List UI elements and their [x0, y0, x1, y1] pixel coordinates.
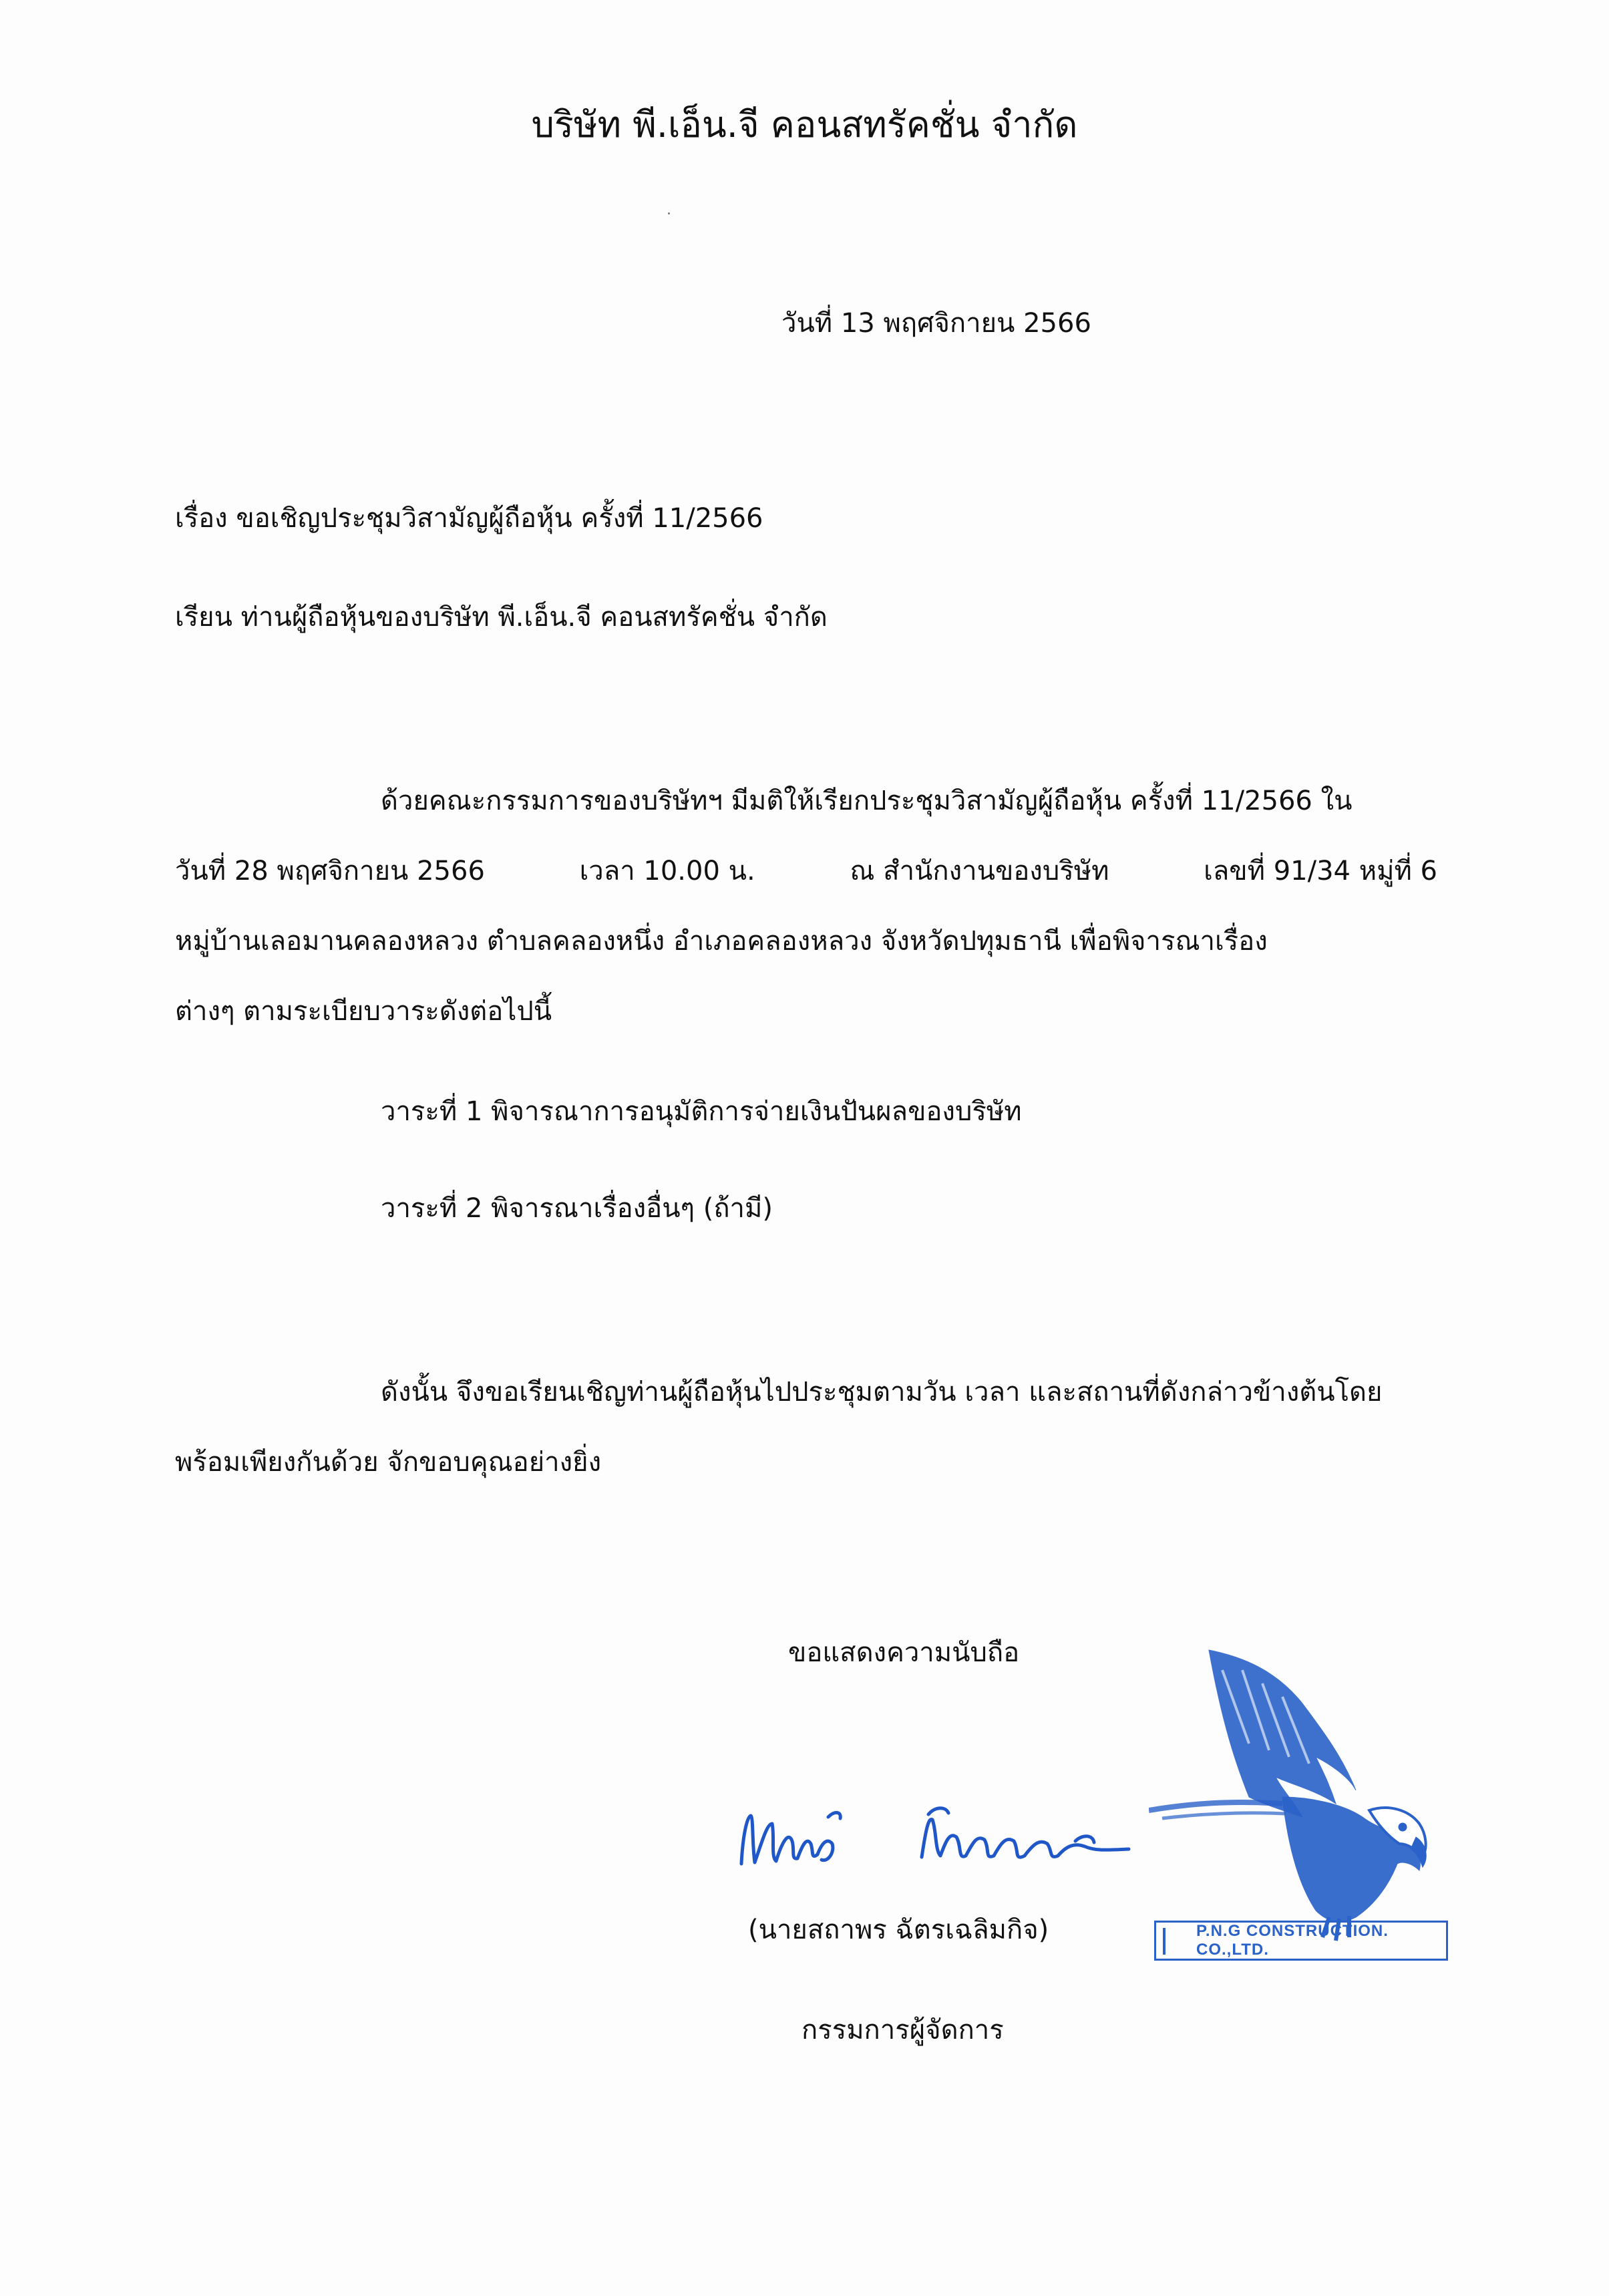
- agenda-item-2: วาระที่ 2 พิจารณาเรื่องอื่นๆ (ถ้ามี): [381, 1193, 773, 1224]
- date-line: วันที่ 13 พฤศจิกายน 2566: [781, 308, 1091, 339]
- closing-line-2: พร้อมเพียงกันด้วย จักขอบคุณอย่างยิ่ง: [175, 1447, 602, 1478]
- body-line-3: หมู่บ้านเลอมานคลองหลวง ตำบลคลองหนึ่ง อำเภอคลองหลวง จังหวัดปทุมธานี เพื่อพิจารณาเรื่อง: [175, 926, 1268, 957]
- seal-text: P.N.G CONSTRUCTION. CO.,LTD.: [1196, 1922, 1389, 1959]
- meeting-address-number: เลขที่ 91/34 หมู่ที่ 6: [1204, 856, 1437, 886]
- signature-icon: [728, 1777, 1142, 1891]
- body-line-1: ด้วยคณะกรรมการของบริษัทฯ มีมติให้เรียกประชุมวิสามัญผู้ถือหุ้น ครั้งที่ 11/2566 ใน: [381, 786, 1353, 816]
- meeting-venue: ณ สำนักงานของบริษัท: [850, 856, 1109, 886]
- subject-line: เรื่อง ขอเชิญประชุมวิสามัญผู้ถือหุ้น ครั้งที่ 11/2566: [175, 503, 763, 534]
- meeting-time: เวลา 10.00 น.: [579, 856, 755, 886]
- signer-name: (นายสถาพร ฉัตรเฉลิมกิจ): [748, 1915, 1049, 1945]
- scan-speck: [668, 212, 670, 214]
- body-line-4: ต่างๆ ตามระเบียบวาระดังต่อไปนี้: [175, 996, 552, 1027]
- recipient-line: เรียน ท่านผู้ถือหุ้นของบริษัท พี.เอ็น.จี คอนสทรัคชั่น จำกัด: [175, 602, 828, 633]
- seal-bar: [1163, 1928, 1166, 1955]
- meeting-date: วันที่ 28 พฤศจิกายน 2566: [175, 856, 485, 886]
- company-title: บริษัท พี.เอ็น.จี คอนสทรัคชั่น จำกัด: [531, 104, 1078, 146]
- closing-line-1: ดังนั้น จึงขอเรียนเชิญท่านผู้ถือหุ้นไปประชุมตามวัน เวลา และสถานที่ดังกล่าวข้างต้นโดย: [381, 1377, 1383, 1408]
- body-line-2: [175, 855, 1437, 887]
- signer-title: กรรมการผู้จัดการ: [801, 2015, 1004, 2045]
- agenda-item-1: วาระที่ 1 พิจารณาการอนุมัติการจ่ายเงินปันผลของบริษัท: [381, 1096, 1022, 1127]
- regards-text: ขอแสดงความนับถือ: [788, 1637, 1020, 1668]
- company-seal-label: [1154, 1921, 1448, 1961]
